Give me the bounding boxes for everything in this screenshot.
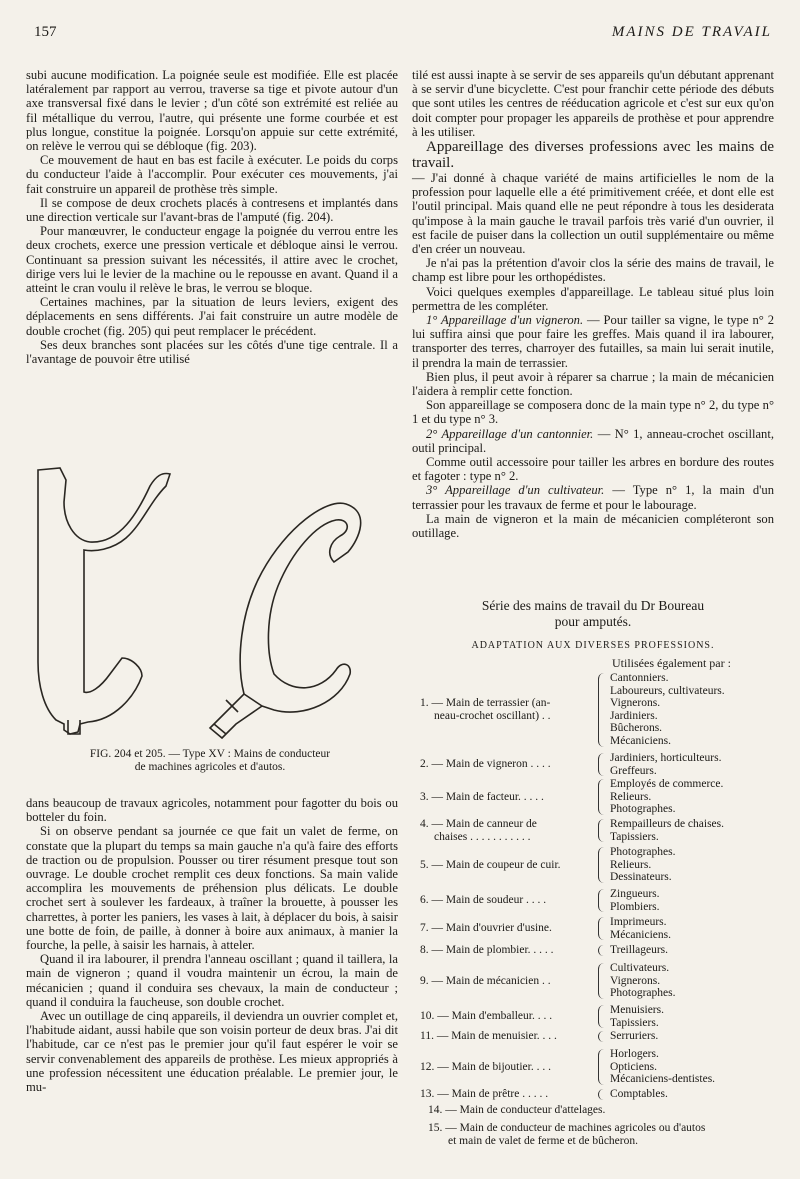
brace [598,847,604,883]
used-by-item: Cultivateurs. [610,962,670,974]
brace [598,779,604,815]
profession-cell [420,859,598,872]
profession-cell [420,1010,598,1023]
profession-cell [420,697,598,722]
table-row [420,1088,780,1101]
used-by-item: Treillageurs. [610,944,669,956]
used-by-item: Rempailleurs de chaises. [610,818,725,830]
used-by-item: Tapissiers. [610,1016,659,1029]
used-by-cell [610,1088,782,1101]
table-row [420,916,780,941]
profession-label: chaises . . . . . . . . . . . [434,830,531,843]
paragraph: Voici quelques exemples d'appareillage. Le tableau situé plus loin permettra de les compléter. [412,284,774,313]
table-row: 15. — Main de conducteur de machines agricoles ou d'autos [428,1122,706,1134]
paragraph: Certaines machines, par la situation de leurs leviers, exigent des déplacements en sens différents. J'ai fait construire un autre modèle de double crochet (fig. 205) qui peut remplacer le précédent. [26,295,398,338]
used-by-item: Jardiniers, horticulteurs. [610,752,722,764]
used-by-item: Mécaniciens. [610,928,671,941]
used-by-item: Comptables. [610,1088,668,1100]
table-row [420,1004,780,1029]
right-column [412,68,774,540]
paragraph-lead: 1° Appareillage d'un vigneron. [426,313,584,328]
paragraph: dans beaucoup de travaux agricoles, notamment pour fagotter du bois ou botteler du foin. [26,796,398,825]
profession-label: 10. — Main d'emballeur. . . . [420,1010,553,1023]
page-header [34,24,772,46]
table-row: et main de valet de ferme et de bûcheron. [448,1135,638,1147]
table-row [420,1030,780,1043]
section-heading: Appareillage des diverses professions avec les mains de travail. [412,139,774,172]
profession-cell [420,922,598,935]
table-row [420,944,780,957]
table-row [420,778,780,816]
profession-label: 8. — Main de plombier. . . . . [420,944,554,956]
brace [598,945,604,956]
used-by-item: Menuisiers. [610,1004,664,1016]
paragraph: La main de vigneron et la main de mécanicien compléteront son outillage. [412,511,774,541]
used-by-item: Laboureurs, cultivateurs. [610,684,725,697]
used-by-item: Vignerons. [610,974,661,987]
used-by-item: Opticiens. [610,1060,657,1073]
caption-line: FIG. 204 et 205. — Type XV : Mains de conducteur [89,748,331,760]
brace [598,1049,604,1085]
paragraph: Son appareillage se composera donc de la main type n° 2, du type n° 1 et du type n° 3. [412,398,774,427]
used-by-item: Plombiers. [610,900,660,913]
used-by-item: Mécaniciens-dentistes. [610,1073,716,1086]
brace [598,1089,604,1100]
used-by-item: Horlogers. [610,1048,659,1060]
paragraph: — J'ai donné à chaque variété de mains artificielles le nom de la profession pour laquelle elle a été primitivement créée, et dont elle est l'outil principal. Mais quand elle ne peut répondre à tous les desiderata qu'impose à la main gauche le travail parfois très varié d'un ouvrier, il est facile de puiser dans la collection un outil supplémentaire ou même d'en créer un nouveau. [412,171,774,257]
profession-label: 11. — Main de menuisier. . . . [420,1030,557,1042]
used-by-cell [610,916,782,941]
profession-cell [420,791,598,804]
table-row [420,1048,780,1086]
used-by-item: Jardiniers. [610,709,658,722]
used-by-item: Zingueurs. [610,888,660,900]
profession-cell [420,818,598,843]
profession-label: neau-crochet oscillant) . . [434,709,551,722]
used-by-cell [610,752,782,777]
paragraph: Ce mouvement de haut en bas est facile à exécuter. Le poids du corps du conducteur l'aide à l'accomplir. Pour exécuter ces mouvements, j'ai fait construire un appareil de prothèse très simple. [26,153,398,196]
used-by-cell [610,672,782,748]
used-by-cell [610,944,782,957]
double-hook-illustration [38,468,361,738]
paragraph-lead: 2° Appareillage d'un cantonnier. [426,426,594,441]
figure-204-205-hooks [30,462,390,744]
used-by-item: Photographes. [610,846,676,858]
paragraph-lead: 3° Appareillage d'un cultivateur. [426,483,605,498]
used-by-cell [610,846,782,884]
paragraph: tilé est aussi inapte à se servir de ses appareils qu'un débutant apprenant à se servir d'une bicyclette. C'est pour franchir cette période des débuts que sont utiles les centres de rééducation agricole et c'est sur eux qu'on doit compter pour propager les appareils de prothèse et pour apprendre à les utiliser. [412,68,774,139]
profession-label: 6. — Main de soudeur . . . . [420,894,547,907]
brace [598,1031,604,1042]
profession-cell [420,975,598,988]
used-by-item: Cantonniers. [610,672,669,684]
used-by-item: Photographes. [610,803,676,816]
used-by-cell [610,888,782,913]
used-by-item: Serruriers. [610,1030,659,1042]
paragraph: 3° Appareillage d'un cultivateur. — Type n° 1, la main d'un terrassier pour les travaux de ferme et pour le labourage. [412,483,774,512]
used-by-item: Employés de commerce. [610,778,724,790]
table-row [420,752,780,777]
left-column-upper [26,68,398,366]
paragraph: Ses deux branches sont placées sur les côtés d'une tige centrale. Il a l'avantage de pouvoir être utilisé [26,337,398,367]
used-by-cell [610,1048,782,1086]
profession-label: 12. — Main de bijoutier. . . . [420,1060,551,1073]
used-by-item: Photographes. [610,987,676,1000]
brace [598,917,604,940]
table-row [420,888,780,913]
used-by-item: Tapissiers. [610,830,659,843]
table-row [420,672,780,748]
table-row [420,962,780,1000]
table-row [420,818,780,843]
profession-label: 2. — Main de vigneron . . . . [420,758,551,771]
table-title: Série des mains de travail du Dr Boureau pour amputés. [481,598,705,629]
profession-cell [420,944,598,957]
profession-cell [420,1088,598,1101]
used-by-item: Imprimeurs. [610,916,667,928]
brace [598,963,604,999]
used-by-item: Dessinateurs. [610,871,672,884]
caption-line: de machines agricoles et d'autos. [134,761,286,773]
profession-label: 4. — Main de canneur de [420,818,537,830]
paragraph: Comme outil accessoire pour tailler les arbres en bordure des routes et fagoter : type n° 2. [412,455,774,484]
paragraph: Quand il ira labourer, il prendra l'anneau oscillant ; quand il taillera, la main de vigneron ; quand il voudra maintenir un écrou, la main de mécanicien ; quand il conduira ses chevaux, la main de conducteur ; quand il conduira la faucheuse, son double crochet. [26,952,398,1009]
profession-label: 9. — Main de mécanicien . . [420,974,551,987]
paragraph: 2° Appareillage d'un cantonnier. — N° 1, anneau-crochet oscillant, outil principal. [412,426,774,455]
used-by-item: Vignerons. [610,697,661,710]
paragraph: Bien plus, il peut avoir à réparer sa charrue ; la main de mécanicien l'aidera à remplir cette fonction. [412,369,774,399]
table-subtitle: ADAPTATION AUX DIVERSES PROFESSIONS. [471,640,715,651]
profession-label: 7. — Main d'ouvrier d'usine. [420,922,552,935]
paragraph: Je n'ai pas la prétention d'avoir clos la série des mains de travail, le champ est libre pour les orthopédistes. [412,256,774,285]
used-by-cell [610,778,782,816]
paragraph: 1° Appareillage d'un vigneron. — Pour tailler sa vigne, le type n° 2 lui suffira ainsi que pour faire les greffes. Mais quand il ira labourer, transporter des terres, charroyer des futailles, sa main lui serait inutile, il prendra la main de terrassier. [412,313,774,370]
brace [598,753,604,776]
table-row [420,846,780,884]
used-by-cell [610,962,782,1000]
profession-cell [420,1030,598,1043]
used-by-cell [610,1004,782,1029]
profession-cell [420,894,598,907]
profession-cell [420,758,598,771]
figure-caption [30,748,390,774]
used-by-item: Mécaniciens. [610,734,671,747]
profession-label: 5. — Main de coupeur de cuir. [420,858,561,871]
used-by-cell [610,1030,782,1043]
table-column-header: Utilisées également par : [612,656,731,670]
profession-label: 13. — Main de prêtre . . . . . [420,1088,549,1100]
used-by-item: Relieurs. [610,790,652,803]
brace [598,673,604,747]
running-title: MAINS DE TRAVAIL [611,24,772,40]
page-number: 157 [34,24,57,40]
paragraph: subi aucune modification. La poignée seule est modifiée. Elle est placée latéralement par rapport au verrou, traverse sa tige et pivote autour d'un axe transversal fixé dans le levier ; d'un côté son extrémité est reliée au fil métallique du verrou, l'autre, qui présente une forme courbée et est plus longue, constitue la poignée. Lorsqu'on appuie sur cette extrémité, on relève le verrou qui se débloque (fig. 203). [26,68,398,154]
brace [598,819,604,842]
left-column-lower [26,796,398,1094]
profession-label: 3. — Main de facteur. . . . . [420,790,544,803]
used-by-item: Bûcherons. [610,722,663,735]
paragraph: Pour manœuvrer, le conducteur engage la poignée du verrou entre les deux crochets, exerce une pression verticale et débloque ainsi le verrou. Continuant sa pression suivant les nécessités, il attire avec le crochet, dirige vers lui le levier de la machine ou le repousse en avant. Quand il a atteint le cran voulu il relève le bras, le verrou se bloque. [26,224,398,296]
profession-label: 1. — Main de terrassier (an- [420,697,551,710]
table-row: 14. — Main de conducteur d'attelages. [428,1104,606,1116]
used-by-cell [610,818,782,843]
paragraph: Avec un outillage de cinq appareils, il deviendra un ouvrier complet et, l'habitude aidant, aussi habile que son voisin porteur de deux bras. J'ai dit l'habitude, car ce n'est pas le premier jour qu'il faut espérer le voir se servir convenablement des appareils de prothèse. Les mieux appropriés à une profession nécessitent une éducation préalable. Le premier jour, le mu- [26,1009,398,1095]
brace [598,889,604,912]
used-by-item: Greffeurs. [610,764,657,777]
used-by-item: Relieurs. [610,858,652,871]
paragraph: Si on observe pendant sa journée ce que fait un valet de ferme, on constate que la plupart du temps sa main gauche n'a qu'à faire des efforts de traction ou de propulsion. Pousser ou tirer résument presque tout son ouvrage. Le double crochet remplit ces deux fonctions. Sa main valide accomplira les mouvements de préhension plus délicats. Le double crochet sert à soulever les fardeaux, à traîner la brouette, à pousser les charrettes, à porter les paniers, les vases à lait, à déplacer du bois, à saisir une botte de foin, de paille, à donner à boire aux animaux, à manier la fourche, la pelle, à saisir les harnais, à atteler. [26,824,398,953]
brace [598,1005,604,1028]
paragraph: Il se compose de deux crochets placés à contresens et implantés dans une direction verticale sur l'avant-bras de l'amputé (fig. 204). [26,195,398,225]
profession-cell [420,1061,598,1074]
